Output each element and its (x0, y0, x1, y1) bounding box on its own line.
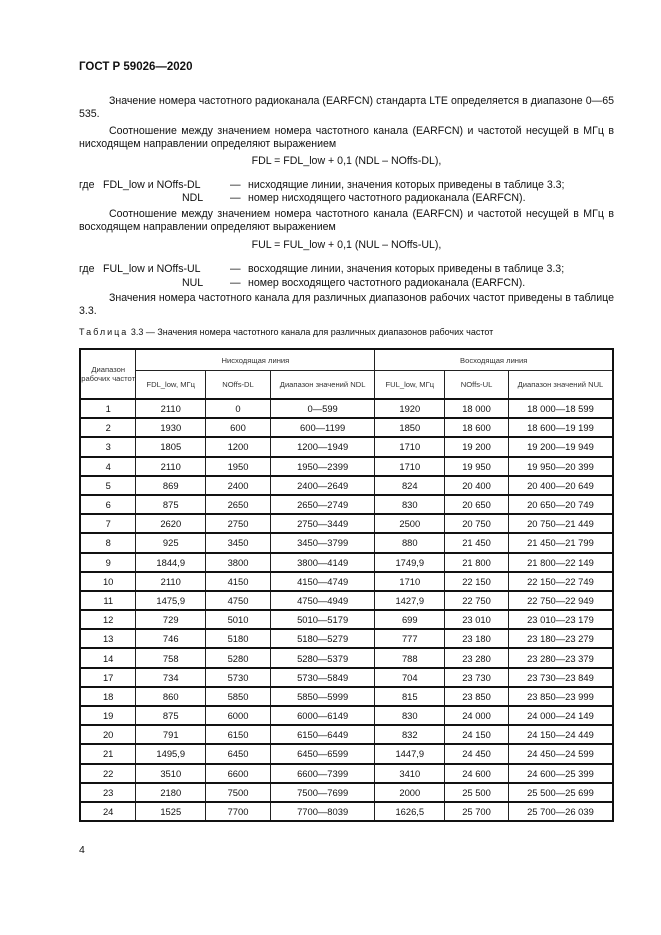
table-cell: 1495,9 (136, 744, 206, 763)
table-cell: 699 (375, 610, 445, 629)
table-cell: 23 280—23 379 (508, 648, 613, 667)
table-cell: 746 (136, 629, 206, 648)
table-cell: 1200—1949 (270, 437, 375, 456)
table-cell: 19 200—19 949 (508, 437, 613, 456)
table-row (80, 744, 613, 763)
table-cell: 24 150 (445, 725, 509, 744)
column-header: NOffs-DL (206, 371, 271, 400)
table-cell: 5280 (206, 648, 271, 667)
page-number: 4 (79, 844, 85, 856)
group-header-uplink: Восходящая линия (375, 349, 613, 371)
table-cell: 1475,9 (136, 591, 206, 610)
table-cell: 925 (136, 533, 206, 552)
table-cell: 25 500 (445, 783, 509, 802)
table-cell: 1710 (375, 457, 445, 476)
table-cell: 24 450—24 599 (508, 744, 613, 763)
table-cell: 1447,9 (375, 744, 445, 763)
table-row (80, 476, 613, 495)
table-row (80, 495, 613, 514)
where-dash: — (230, 192, 241, 204)
table-cell: 24 (80, 802, 136, 821)
table-cell: 23 (80, 783, 136, 802)
table-cell: 1950—2399 (270, 457, 375, 476)
table-cell: 830 (375, 495, 445, 514)
table-cell: 18 600—19 199 (508, 418, 613, 437)
formula-downlink: FDL = FDL_low + 0,1 (NDL – NOffs-DL), (251, 155, 442, 167)
table-caption-text: 3.3 — Значения номера частотного канала для различных диапазонов рабочих частот (130, 327, 494, 337)
table-cell: 6150—6449 (270, 725, 375, 744)
table-row (80, 610, 613, 629)
table-cell: 24 000 (445, 706, 509, 725)
table-cell: 21 450—21 799 (508, 533, 613, 552)
table-cell: 880 (375, 533, 445, 552)
table-cell: 7700—8039 (270, 802, 375, 821)
where-term: FDL_low и NOffs-DL (103, 179, 201, 191)
table-cell: 4150 (206, 572, 271, 591)
table-cell: 17 (80, 668, 136, 687)
table-row (80, 648, 613, 667)
where-term: FUL_low и NOffs-UL (103, 263, 201, 275)
table-cell: 22 150—22 749 (508, 572, 613, 591)
where-dash: — (230, 263, 241, 275)
table-cell: 1950 (206, 457, 271, 476)
table-cell: 1850 (375, 418, 445, 437)
table-cell: 1749,9 (375, 553, 445, 572)
table-cell: 7500 (206, 783, 271, 802)
table-cell: 23 730 (445, 668, 509, 687)
table-cell: 20 650 (445, 495, 509, 514)
table-row (80, 399, 613, 418)
column-header: Диапазон значений NDL (270, 371, 375, 400)
table-row (80, 457, 613, 476)
document-header: ГОСТ Р 59026—2020 (79, 61, 193, 73)
table-cell: 20 650—20 749 (508, 495, 613, 514)
table-cell: 6450—6599 (270, 744, 375, 763)
column-header: FDL_low, МГц (136, 371, 206, 400)
table-cell: 4750—4949 (270, 591, 375, 610)
table-cell: 1 (80, 399, 136, 418)
table-cell: 5180 (206, 629, 271, 648)
table-cell: 2180 (136, 783, 206, 802)
column-header: Диапазон значений NUL (508, 371, 613, 400)
table-cell: 1920 (375, 399, 445, 418)
formula-uplink: FUL = FUL_low + 0,1 (NUL – NOffs-UL), (251, 239, 442, 251)
where-desc: номер восходящего частотного радиоканала (EARFCN). (248, 277, 526, 289)
table-cell: 1710 (375, 437, 445, 456)
table-cell: 2110 (136, 399, 206, 418)
paragraph-uplink-relation: Соотношение между значением номера частотного канала (EARFCN) и частотой несущей в МГц в восходящем направлении определяют выражением (79, 208, 614, 233)
table-cell: 3 (80, 437, 136, 456)
table-cell: 0 (206, 399, 271, 418)
group-header-downlink: Нисходящая линия (136, 349, 375, 371)
table-cell: 5180—5279 (270, 629, 375, 648)
table-cell: 824 (375, 476, 445, 495)
paragraph-earfcn-range: Значение номера частотного радиоканала (EARFCN) стандарта LTE определяется в диапазоне 0—65 535. (79, 95, 614, 120)
table-cell: 860 (136, 687, 206, 706)
table-cell: 20 750 (445, 514, 509, 533)
table-cell: 7500—7699 (270, 783, 375, 802)
table-cell: 21 800 (445, 553, 509, 572)
table-cell: 2750—3449 (270, 514, 375, 533)
table-cell: 24 450 (445, 744, 509, 763)
paragraph-downlink-relation: Соотношение между значением номера частотного канала (EARFCN) и частотой несущей в МГц в нисходящем направлении определяют выражением (79, 125, 614, 150)
table-cell: 23 180 (445, 629, 509, 648)
table-cell: 19 950 (445, 457, 509, 476)
table-row (80, 687, 613, 706)
table-cell: 13 (80, 629, 136, 648)
table-cell: 14 (80, 648, 136, 667)
table-cell: 2620 (136, 514, 206, 533)
table-cell: 3450—3799 (270, 533, 375, 552)
table-cell: 3800 (206, 553, 271, 572)
table-cell: 3410 (375, 764, 445, 783)
table-cell: 2650 (206, 495, 271, 514)
table-cell: 24 600—25 399 (508, 764, 613, 783)
table-cell: 23 010 (445, 610, 509, 629)
table-cell: 4 (80, 457, 136, 476)
table-cell: 21 (80, 744, 136, 763)
table-cell: 24 150—24 449 (508, 725, 613, 744)
table-cell: 2110 (136, 457, 206, 476)
table-cell: 2110 (136, 572, 206, 591)
table-cell: 1427,9 (375, 591, 445, 610)
table-cell: 6 (80, 495, 136, 514)
table-cell: 12 (80, 610, 136, 629)
table-cell: 3450 (206, 533, 271, 552)
table-cell: 25 700—26 039 (508, 802, 613, 821)
table-row (80, 629, 613, 648)
table-cell: 6600—7399 (270, 764, 375, 783)
table-cell: 734 (136, 668, 206, 687)
table-cell: 2000 (375, 783, 445, 802)
table-cell: 18 600 (445, 418, 509, 437)
table-cell: 10 (80, 572, 136, 591)
table-cell: 875 (136, 495, 206, 514)
table-cell: 0—599 (270, 399, 375, 418)
table-cell: 2650—2749 (270, 495, 375, 514)
table-cell: 5010—5179 (270, 610, 375, 629)
table-row (80, 668, 613, 687)
table-cell: 5850—5999 (270, 687, 375, 706)
table-cell: 4150—4749 (270, 572, 375, 591)
table-cell: 22 (80, 764, 136, 783)
table-row (80, 572, 613, 591)
table-row (80, 418, 613, 437)
table-cell: 24 000—24 149 (508, 706, 613, 725)
table-row (80, 514, 613, 533)
table-cell: 5730—5849 (270, 668, 375, 687)
table-row (80, 783, 613, 802)
table-cell: 6000 (206, 706, 271, 725)
table-cell: 23 280 (445, 648, 509, 667)
table-row (80, 764, 613, 783)
table-row (80, 533, 613, 552)
table-cell: 5 (80, 476, 136, 495)
table-cell: 19 950—20 399 (508, 457, 613, 476)
table-cell: 869 (136, 476, 206, 495)
table-row (80, 725, 613, 744)
table-cell: 18 000 (445, 399, 509, 418)
table-cell: 832 (375, 725, 445, 744)
table-cell: 23 850—23 999 (508, 687, 613, 706)
table-row (80, 553, 613, 572)
table-cell: 5850 (206, 687, 271, 706)
where-desc: восходящие линии, значения которых приведены в таблице 3.3; (248, 263, 565, 275)
table-cell: 20 400—20 649 (508, 476, 613, 495)
table-cell: 704 (375, 668, 445, 687)
table-cell: 7 (80, 514, 136, 533)
table-row (80, 437, 613, 456)
table-cell: 21 800—22 149 (508, 553, 613, 572)
table-cell: 1805 (136, 437, 206, 456)
table-cell: 24 600 (445, 764, 509, 783)
table-cell: 20 750—21 449 (508, 514, 613, 533)
table-cell: 21 450 (445, 533, 509, 552)
where-term: NUL (182, 277, 204, 289)
table-cell: 18 (80, 687, 136, 706)
paragraph-table-ref: Значения номера частотного канала для различных диапазонов рабочих частот приведены в таблице 3.3. (79, 292, 614, 317)
table-cell: 23 180—23 279 (508, 629, 613, 648)
table-cell: 22 150 (445, 572, 509, 591)
table-cell: 1626,5 (375, 802, 445, 821)
table-cell: 1525 (136, 802, 206, 821)
table-cell: 6150 (206, 725, 271, 744)
table-cell: 23 730—23 849 (508, 668, 613, 687)
table-cell: 20 400 (445, 476, 509, 495)
table-cell: 1710 (375, 572, 445, 591)
where-desc: номер нисходящего частотного радиоканала (EARFCN). (248, 192, 526, 204)
table-cell: 600—1199 (270, 418, 375, 437)
where-label: где (79, 263, 95, 275)
table-cell: 6450 (206, 744, 271, 763)
table-cell: 1930 (136, 418, 206, 437)
table-cell: 22 750—22 949 (508, 591, 613, 610)
table-cell: 777 (375, 629, 445, 648)
table-cell: 8 (80, 533, 136, 552)
table-cell: 875 (136, 706, 206, 725)
table-row (80, 706, 613, 725)
table-cell: 22 750 (445, 591, 509, 610)
earfcn-table (79, 348, 614, 822)
table-caption-label: Таблица (79, 327, 129, 337)
table-cell: 1844,9 (136, 553, 206, 572)
table-cell: 2500 (375, 514, 445, 533)
table-cell: 25 500—25 699 (508, 783, 613, 802)
where-label: где (79, 179, 95, 191)
table-cell: 25 700 (445, 802, 509, 821)
table-cell: 3510 (136, 764, 206, 783)
table-cell: 18 000—18 599 (508, 399, 613, 418)
table-cell: 4750 (206, 591, 271, 610)
table-cell: 2400 (206, 476, 271, 495)
column-header: FUL_low, МГц (375, 371, 445, 400)
table-cell: 19 200 (445, 437, 509, 456)
table-cell: 6600 (206, 764, 271, 783)
table-cell: 729 (136, 610, 206, 629)
table-cell: 2400—2649 (270, 476, 375, 495)
table-cell: 5280—5379 (270, 648, 375, 667)
table-cell: 5010 (206, 610, 271, 629)
table-cell: 600 (206, 418, 271, 437)
table-cell: 23 010—23 179 (508, 610, 613, 629)
table-cell: 6000—6149 (270, 706, 375, 725)
table-cell: 3800—4149 (270, 553, 375, 572)
table-row (80, 591, 613, 610)
table-cell: 788 (375, 648, 445, 667)
where-dash: — (230, 179, 241, 191)
where-dash: — (230, 277, 241, 289)
table-cell: 23 850 (445, 687, 509, 706)
table-cell: 11 (80, 591, 136, 610)
column-header-band: Диапазон рабочих частот (80, 349, 136, 399)
table-cell: 5730 (206, 668, 271, 687)
table-cell: 9 (80, 553, 136, 572)
table-cell: 20 (80, 725, 136, 744)
where-term: NDL (182, 192, 204, 204)
column-header: NOffs-UL (445, 371, 509, 400)
table-cell: 1200 (206, 437, 271, 456)
table-row (80, 802, 613, 821)
table-cell: 758 (136, 648, 206, 667)
table-caption (79, 327, 493, 337)
table-cell: 19 (80, 706, 136, 725)
table-cell: 791 (136, 725, 206, 744)
where-desc: нисходящие линии, значения которых приведены в таблице 3.3; (248, 179, 565, 191)
table-cell: 830 (375, 706, 445, 725)
table-cell: 7700 (206, 802, 271, 821)
table-cell: 2 (80, 418, 136, 437)
table-cell: 815 (375, 687, 445, 706)
table-cell: 2750 (206, 514, 271, 533)
